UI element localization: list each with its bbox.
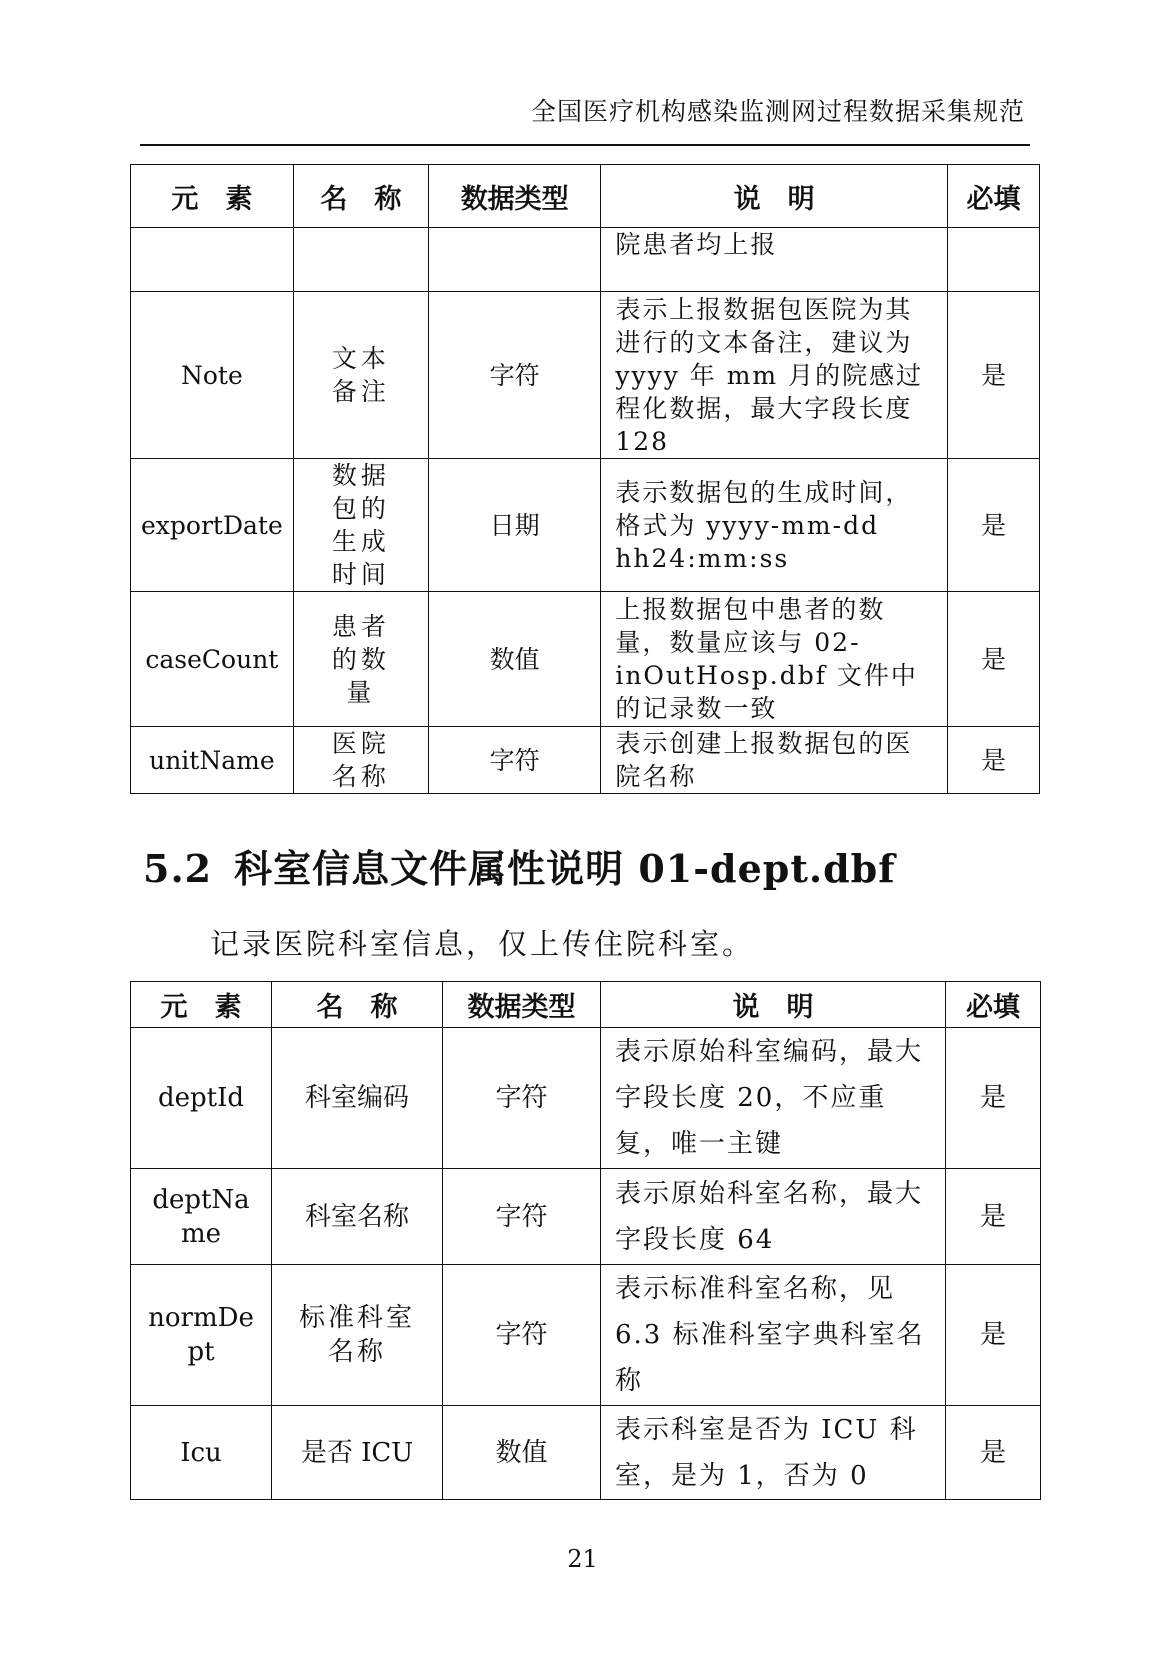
table-meta-fields (130, 164, 1040, 794)
cell-required: 是 (946, 1028, 1041, 1169)
header-element: 元 素 (131, 982, 272, 1028)
cell-desc: 表示科室是否为 ICU 科室，是为 1，否为 0 (601, 1406, 946, 1500)
cell-desc: 院患者均上报 (601, 228, 948, 292)
cell-required: 是 (948, 592, 1040, 727)
header-rule (140, 144, 1030, 146)
cell-name: 文本备注 (293, 292, 428, 459)
cell-name: 患者的数量 (293, 592, 428, 727)
header-required: 必填 (948, 165, 1040, 228)
section-intro: 记录医院科室信息，仅上传住院科室。 (210, 927, 755, 961)
table-dept-fields (130, 981, 1041, 1500)
cell-type: 字符 (443, 1169, 601, 1265)
table-row (131, 1028, 1041, 1169)
cell-desc: 上报数据包中患者的数量，数量应该与 02-inOutHosp.dbf 文件中的记录数一致 (601, 592, 948, 727)
header-name: 名 称 (293, 165, 428, 228)
cell-desc: 表示原始科室编码，最大字段长度 20，不应重复，唯一主键 (601, 1028, 946, 1169)
cell-desc: 表示数据包的生成时间，格式为 yyyy-mm-dd hh24:mm:ss (601, 459, 948, 592)
cell-element: unitName (131, 727, 294, 794)
table-header-row (131, 165, 1040, 228)
header-element: 元 素 (131, 165, 294, 228)
cell-element: Note (131, 292, 294, 459)
cell-name: 科室名称 (272, 1169, 443, 1265)
header-required: 必填 (946, 982, 1041, 1028)
header-type: 数据类型 (429, 165, 601, 228)
cell-element: exportDate (131, 459, 294, 592)
cell-required: 是 (948, 459, 1040, 592)
section-title: 科室信息文件属性说明 01-dept.dbf (234, 846, 896, 891)
cell-name (293, 228, 428, 292)
table-row (131, 592, 1040, 727)
table-row (131, 459, 1040, 592)
cell-name: 医院名称 (293, 727, 428, 794)
cell-required: 是 (946, 1406, 1041, 1500)
cell-element: caseCount (131, 592, 294, 727)
cell-element: Icu (131, 1406, 272, 1500)
cell-type: 字符 (429, 727, 601, 794)
cell-required: 是 (946, 1265, 1041, 1406)
cell-name: 科室编码 (272, 1028, 443, 1169)
cell-type: 字符 (443, 1265, 601, 1406)
cell-desc: 表示标准科室名称，见 6.3 标准科室字典科室名称 (601, 1265, 946, 1406)
cell-required: 是 (948, 292, 1040, 459)
cell-type: 日期 (429, 459, 601, 592)
cell-required: 是 (948, 727, 1040, 794)
cell-required (948, 228, 1040, 292)
cell-desc: 表示创建上报数据包的医院名称 (601, 727, 948, 794)
cell-desc: 表示原始科室名称，最大字段长度 64 (601, 1169, 946, 1265)
cell-element (131, 228, 294, 292)
table-row (131, 727, 1040, 794)
cell-element: deptId (131, 1028, 272, 1169)
cell-required: 是 (946, 1169, 1041, 1265)
cell-type: 字符 (443, 1028, 601, 1169)
table-row (131, 1169, 1041, 1265)
cell-name: 是否 ICU (272, 1406, 443, 1500)
cell-type (429, 228, 601, 292)
cell-type: 数值 (429, 592, 601, 727)
table-row (131, 1265, 1041, 1406)
table-row (131, 228, 1040, 292)
cell-element: deptName (131, 1169, 272, 1265)
cell-desc: 表示上报数据包医院为其进行的文本备注，建议为 yyyy 年 mm 月的院感过程化数据，最大字段长度 128 (601, 292, 948, 459)
table-row (131, 292, 1040, 459)
page-number: 21 (567, 1545, 598, 1573)
section-number: 5.2 (143, 846, 213, 891)
cell-name: 数据包的生成时间 (293, 459, 428, 592)
header-desc: 说 明 (601, 982, 946, 1028)
header-desc: 说 明 (601, 165, 948, 228)
header-type: 数据类型 (443, 982, 601, 1028)
table-row (131, 1406, 1041, 1500)
table-header-row (131, 982, 1041, 1028)
section-heading (143, 838, 896, 893)
cell-type: 数值 (443, 1406, 601, 1500)
running-header: 全国医疗机构感染监测网过程数据采集规范 (530, 97, 1025, 126)
header-name: 名 称 (272, 982, 443, 1028)
cell-element: normDept (131, 1265, 272, 1406)
cell-name: 标准科室名称 (272, 1265, 443, 1406)
cell-type: 字符 (429, 292, 601, 459)
